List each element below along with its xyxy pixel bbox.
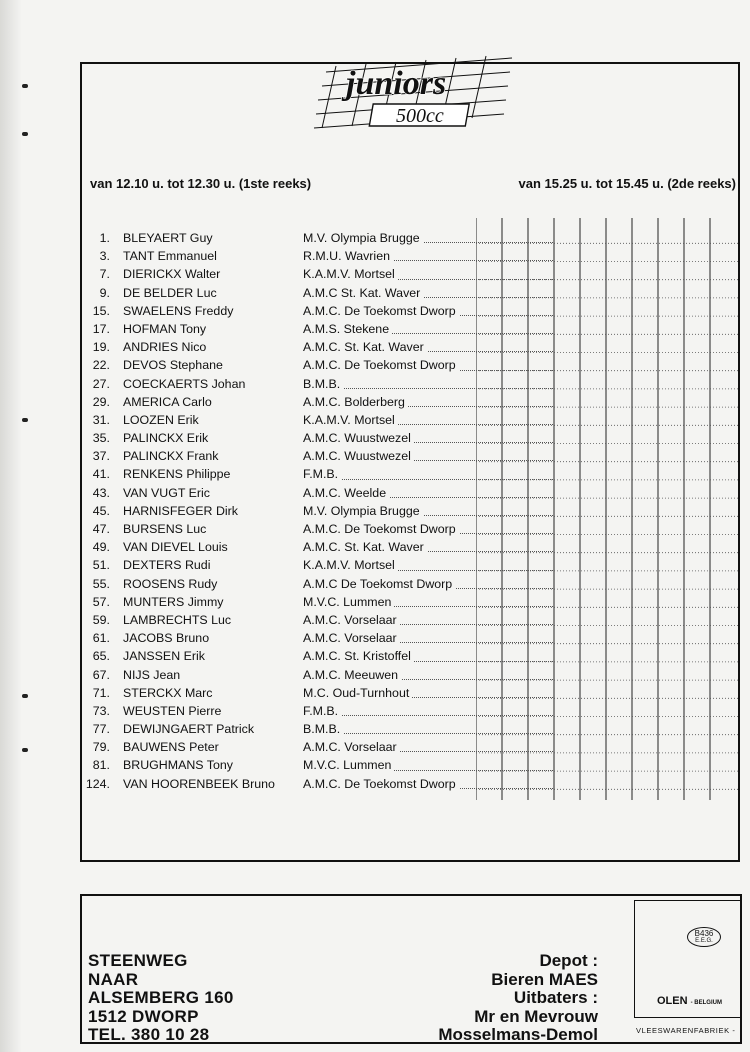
rider-number: 65.: [92, 649, 110, 664]
rider-name: NIJS Jean: [123, 667, 181, 682]
rider-row: [82, 575, 738, 593]
rider-club: A.M.C. Vorselaar: [303, 611, 400, 629]
rider-name: VAN DIEVEL Louis: [123, 540, 228, 555]
binding-hole: [22, 694, 28, 698]
rider-row: [82, 284, 738, 302]
rider-name: RENKENS Philippe: [123, 467, 231, 482]
rider-number: 79.: [92, 740, 110, 755]
rider-name: ROOSENS Rudy: [123, 576, 218, 591]
depot-info: [438, 952, 598, 1045]
rider-number: 73.: [92, 703, 110, 718]
rider-row: [82, 302, 738, 320]
rider-number: 43.: [92, 485, 110, 500]
rider-number: 27.: [92, 376, 110, 391]
rider-number: 77.: [92, 722, 110, 737]
rider-number: 59.: [92, 612, 110, 627]
depot-line: Bieren MAES: [491, 969, 598, 989]
rider-name: DEWIJNGAERT Patrick: [123, 722, 255, 737]
rider-club: K.A.M.V. Mortsel: [303, 411, 398, 429]
rider-name: AMERICA Carlo: [123, 394, 212, 409]
rider-number: 41.: [92, 467, 110, 482]
rider-name: BURSENS Luc: [123, 522, 207, 536]
rider-number: 1.: [99, 231, 110, 245]
rider-row: [82, 556, 738, 574]
rider-club: A.M.C. Wuustwezel: [303, 447, 414, 465]
rider-name: BAUWENS Peter: [123, 740, 219, 755]
rider-number: 9.: [99, 285, 110, 300]
rider-number: 29.: [92, 394, 110, 409]
rider-number: 17.: [92, 321, 110, 336]
rider-club: A.M.C. St. Kat. Waver: [303, 338, 427, 356]
rider-number: 81.: [92, 758, 110, 773]
rider-club: A.M.C. De Toekomst Dworp: [303, 520, 459, 538]
logo-word: juniors: [346, 65, 447, 102]
rider-club: A.M.C. De Toekomst Dworp: [303, 356, 459, 374]
rider-number: 49.: [92, 540, 110, 555]
ad-country: - BELGIUM: [690, 1000, 722, 1006]
rider-number: 3.: [99, 249, 110, 264]
binding-hole: [22, 132, 28, 136]
rider-club: A.M.C. Bolderberg: [303, 393, 408, 411]
rider-name: BRUGHMANS Tony: [123, 758, 233, 773]
rider-club: M.C. Oud-Turnhout: [303, 684, 412, 702]
rider-row: [82, 375, 738, 393]
rider-number: 7.: [99, 267, 110, 282]
rider-row: [82, 702, 738, 720]
depot-line: Mosselmans-Demol: [438, 1025, 598, 1044]
rider-club: B.M.B.: [303, 375, 343, 393]
page-edge: [0, 0, 22, 1052]
binding-hole: [22, 84, 28, 88]
rider-row: [82, 465, 738, 483]
rider-row: [82, 666, 738, 684]
rider-row: [82, 520, 738, 538]
depot-line: Uitbaters :: [513, 988, 598, 1007]
rider-row: [82, 629, 738, 647]
rider-name: PALINCKX Erik: [123, 431, 209, 446]
rider-number: 15.: [92, 303, 110, 318]
rider-name: JANSSEN Erik: [123, 649, 205, 664]
rider-number: 57.: [92, 594, 110, 609]
rider-row: [82, 611, 738, 629]
rider-number: 67.: [92, 667, 110, 682]
rider-club: A.M.C. De Toekomst Dworp: [303, 302, 459, 320]
rider-number: 35.: [92, 431, 110, 446]
rider-name: TANT Emmanuel: [123, 249, 217, 264]
rider-club: K.A.M.V. Mortsel: [303, 265, 398, 283]
rider-row: [82, 447, 738, 465]
rider-row: [82, 502, 738, 520]
rider-name: DE BELDER Luc: [123, 285, 217, 300]
rider-name: COECKAERTS Johan: [123, 376, 246, 391]
ad-tagline: VLEESWARENFABRIEK -: [636, 1026, 736, 1035]
rider-name: STERCKX Marc: [123, 685, 213, 700]
rider-name: WEUSTEN Pierre: [123, 703, 222, 718]
rider-row: [82, 338, 738, 356]
rider-number: 19.: [92, 340, 110, 355]
rider-number: 47.: [92, 522, 110, 536]
rider-club: A.M.S. Stekene: [303, 320, 392, 338]
ad-city-name: OLEN: [657, 995, 688, 1007]
rider-row: [82, 538, 738, 556]
rider-name: LAMBRECHTS Luc: [123, 612, 232, 627]
address-line: ALSEMBERG 160: [88, 988, 234, 1007]
rider-row: [82, 684, 738, 702]
rider-row: [82, 393, 738, 411]
logo-sub: 500cc: [396, 105, 444, 127]
rider-number: 55.: [92, 576, 110, 591]
rider-name: VAN HOORENBEEK Bruno: [123, 776, 275, 791]
rider-name: DIERICKX Walter: [123, 267, 221, 282]
rider-club: A.M.C. De Toekomst Dworp: [303, 775, 459, 793]
address-line: STEENWEG: [88, 951, 188, 970]
rider-row: [82, 320, 738, 338]
rider-name: DEVOS Stephane: [123, 358, 223, 373]
address-line: NAAR: [88, 969, 139, 989]
juniors-logo: [312, 54, 516, 130]
rider-name: JACOBS Bruno: [123, 631, 210, 646]
rider-name: PALINCKX Frank: [123, 449, 219, 464]
rider-club: F.M.B.: [303, 702, 341, 720]
rider-number: 31.: [92, 412, 110, 427]
badge-eeg: E.E.G.: [695, 938, 713, 944]
rider-club: A.M.C De Toekomst Dworp: [303, 575, 455, 593]
rider-row: [82, 775, 738, 793]
rider-number: 61.: [92, 631, 110, 646]
rider-club: A.M.C. St. Kat. Waver: [303, 538, 427, 556]
rider-club: A.M.C. Wuustwezel: [303, 429, 414, 447]
session-second: van 15.25 u. tot 15.45 u. (2de reeks): [518, 176, 736, 191]
rider-club: R.M.U. Wavrien: [303, 247, 393, 265]
sponsor-address: [88, 952, 234, 1045]
rider-name: HARNISFEGER Dirk: [123, 503, 238, 518]
rider-row: [82, 593, 738, 611]
rider-club: A.M.C. Weelde: [303, 484, 389, 502]
rider-club: A.M.C. Meeuwen: [303, 666, 401, 684]
rider-name: LOOZEN Erik: [123, 412, 199, 427]
depot-line: Depot :: [539, 951, 598, 970]
rider-list: [82, 229, 738, 793]
rider-number: 51.: [92, 558, 110, 573]
rider-name: HOFMAN Tony: [123, 321, 207, 336]
rider-club: A.M.C St. Kat. Waver: [303, 284, 423, 302]
badge-code: B436: [694, 929, 714, 938]
rider-club: M.V. Olympia Brugge: [303, 502, 423, 520]
rider-name: DEXTERS Rudi: [123, 558, 211, 573]
rider-row: [82, 247, 738, 265]
rider-row: [82, 647, 738, 665]
rider-number: 22.: [92, 358, 110, 373]
binding-hole: [22, 748, 28, 752]
rider-row: [82, 229, 738, 247]
session-first: van 12.10 u. tot 12.30 u. (1ste reeks): [90, 176, 312, 191]
address-line: TEL. 380 10 28: [88, 1025, 210, 1044]
sponsor-footer: [80, 894, 742, 1044]
rider-number: 37.: [92, 449, 110, 464]
rider-name: ANDRIES Nico: [123, 340, 207, 355]
rider-club: A.M.C. Vorselaar: [303, 629, 400, 647]
meat-factory-ad: [634, 900, 744, 1042]
rider-club: K.A.M.V. Mortsel: [303, 556, 398, 574]
rider-club: F.M.B.: [303, 465, 341, 483]
rider-row: [82, 429, 738, 447]
rider-club: M.V.C. Lummen: [303, 756, 394, 774]
rider-number: 124.: [85, 776, 110, 791]
rider-club: B.M.B.: [303, 720, 343, 738]
rider-row: [82, 756, 738, 774]
rider-club: M.V. Olympia Brugge: [303, 229, 423, 247]
depot-line: Mr en Mevrouw: [474, 1006, 598, 1026]
rider-name: BLEYAERT Guy: [123, 231, 213, 245]
binding-hole: [22, 418, 28, 422]
ad-box: [634, 900, 742, 1018]
rider-number: 71.: [92, 685, 110, 700]
rider-row: [82, 720, 738, 738]
rider-row: [82, 411, 738, 429]
address-line: 1512 DWORP: [88, 1006, 199, 1026]
rider-row: [82, 738, 738, 756]
rider-name: VAN VUGT Eric: [123, 485, 210, 500]
eeg-badge: [687, 927, 721, 947]
rider-row: [82, 356, 738, 374]
rider-name: SWAELENS Freddy: [123, 303, 234, 318]
rider-club: A.M.C. St. Kristoffel: [303, 647, 414, 665]
rider-club: M.V.C. Lummen: [303, 593, 394, 611]
rider-number: 45.: [92, 503, 110, 518]
rider-row: [82, 265, 738, 283]
ad-city: [657, 995, 722, 1007]
rider-row: [82, 484, 738, 502]
rider-club: A.M.C. Vorselaar: [303, 738, 400, 756]
rider-name: MUNTERS Jimmy: [123, 594, 224, 609]
